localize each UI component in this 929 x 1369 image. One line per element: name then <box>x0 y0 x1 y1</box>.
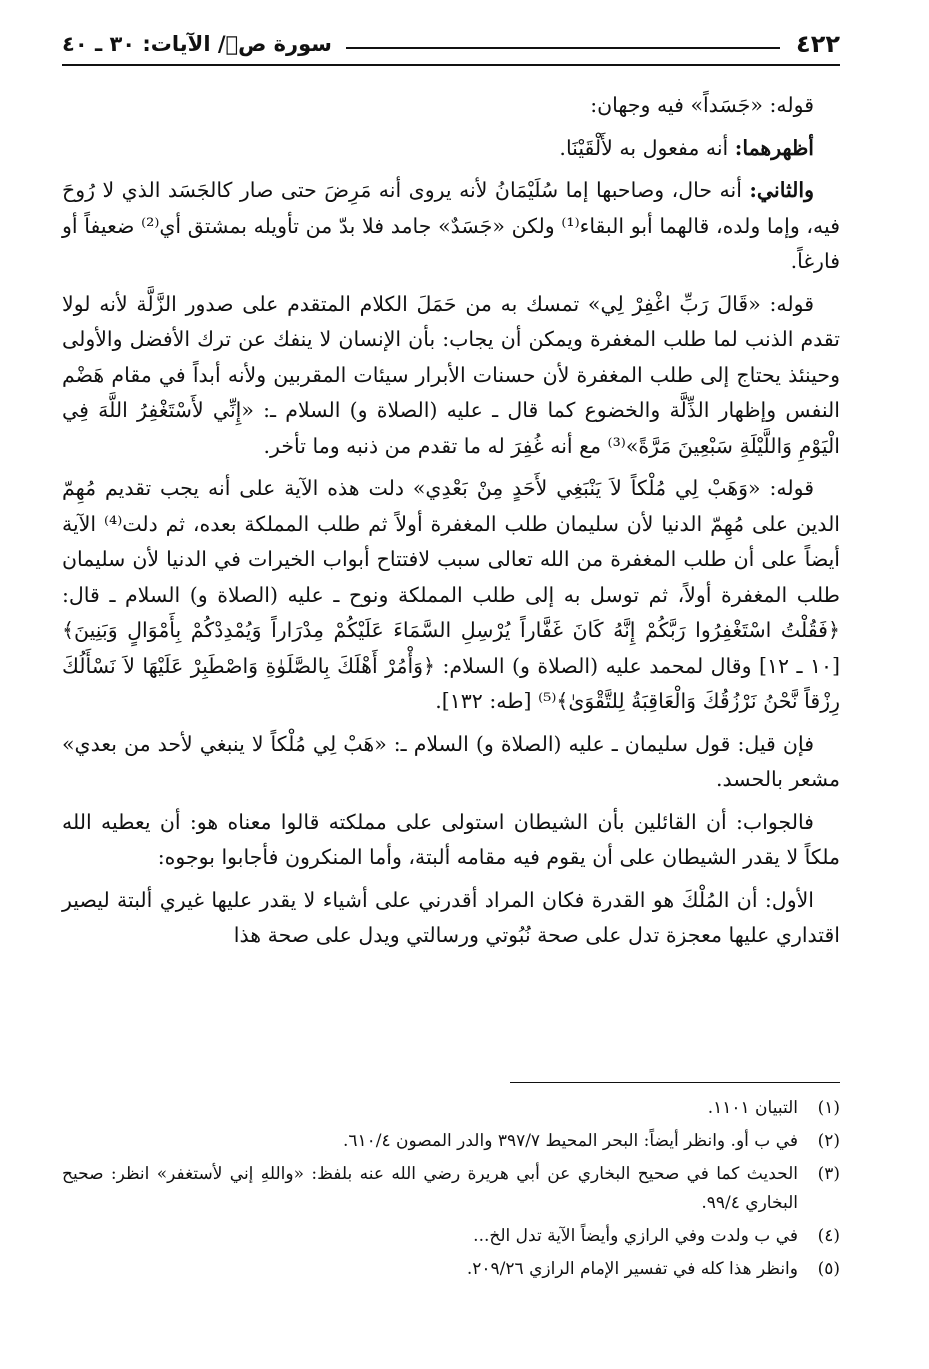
footnote-3 <box>62 1160 840 1218</box>
book-page <box>62 0 840 1369</box>
paragraph-6: فإن قيل: قول سليمان ـ عليه (الصلاة و) السلام ـ: «هَبْ لِي مُلْكاً لا ينبغي لأحد من بعدي» مشعر بالحسد. <box>62 731 840 791</box>
paragraph-3-text: أنه حال، وصاحبها إما سُلَيْمَانُ لأنه يروى أنه مَرِضَ حتى صار كالجَسَد الذي لا رُوحَ فيه، وإما ولده، قالهما أبو البقاء⁽¹⁾ ولكن «جَسَدٌ» جامد فلا بدّ من تأويله بمشتق أي⁽²⁾ ضعيفاً أو فارغاً. <box>62 178 841 273</box>
paragraph-2-text: أنه مفعول به لأَلْقَيْنَا. <box>559 135 735 160</box>
footnote-text: في ب أو. وانظر أيضاً: البحر المحيط ٣٩٧/٧ والدر المصون ٦١٠/٤. <box>342 1131 798 1151</box>
header-dash-line <box>346 47 780 49</box>
paragraph-1: قوله: «جَسَداً» فيه وجهان: <box>590 93 814 117</box>
footnote-text: التبيان ١١٠١. <box>707 1098 798 1118</box>
footnote-number: (٤) <box>817 1226 840 1246</box>
footnote-text: الحديث كما في صحيح البخاري عن أبي هريرة رضي الله عنه بلفظ: «واللهِ إني لأستغفر» انظر: صحيح البخاري ٩٩/٤. <box>62 1164 798 1213</box>
paragraph-2-lead: أظهرهما: <box>734 135 814 160</box>
footnote-text: وانظر هذا كله في تفسير الإمام الرازي ٢٠٩/٢٦. <box>466 1259 798 1279</box>
footnote-2 <box>62 1127 840 1156</box>
footnotes <box>62 1094 840 1288</box>
paragraph-2 <box>62 131 840 167</box>
running-title: سورة صۤ/ الآيات: ٣٠ ـ ٤٠ <box>62 32 332 56</box>
header-rule <box>62 64 840 66</box>
footnote-5 <box>62 1255 840 1284</box>
footnote-4 <box>62 1222 840 1251</box>
footnote-text: في ب ولدت وفي الرازي وأيضاً الآية تدل الخ... <box>473 1226 798 1246</box>
main-text <box>62 88 840 961</box>
page-header <box>62 26 840 62</box>
paragraph-5: قوله: «وَهَبْ لِي مُلْكاً لاَ يَنْبَغِي لأَحَدٍ مِنْ بَعْدِي» دلت هذه الآية على أنه يجب تقديم مُهِمّ الدين على مُهِمّ الدنيا لأن سليمان طلب المغفرة أولاً ثم طلب المملكة بعده، ثم دلت⁽⁴⁾ الآية أيضاً على أن طلب المغفرة من الله تعالى سبب لافتتاح أبواب الخيرات في الدنيا لأن سليمان طلب المغفرة أولاً، ثم توسل به إلى طلب المملكة ونوح ـ عليه (الصلاة و) السلام ـ قال: ﴿فَقُلْتُ اسْتَغْفِرُوا رَبَّكُمْ إِنَّهُ كَانَ غَفَّاراً يُرْسِلِ السَّمَاءَ عَلَيْكُمْ مِدْرَاراً وَيُمْدِدْكُمْ بِأَمْوَالٍ وَبَنِينَ﴾ [١٠ ـ ١٢] وقال لمحمد عليه (الصلاة و) السلام: ﴿وَأْمُرْ أَهْلَكَ بِالصَّلَوٰةِ وَاصْطَبِرْ عَلَيْهَا لاَ نَسْأَلُكَ رِزْقاً نَّحْنُ نَرْزُقُكَ وَالْعَاقِبَةُ لِلتَّقْوَىٰ﴾⁽⁵⁾ [طه: ١٣٢]. <box>62 476 841 713</box>
footnote-separator <box>510 1082 840 1083</box>
paragraph-3-lead: والثاني: <box>749 178 814 202</box>
paragraph-7: فالجواب: أن القائلين بأن الشيطان استولى على مملكته قالوا معناه هو: أن يعطيه الله ملكاً لا يقدر الشيطان على أن يقوم فيه مقامه ألبتة، وأما المنكرون فأجابوا بوجوه: <box>62 809 840 869</box>
footnote-number: (٣) <box>817 1164 840 1184</box>
paragraph-8: الأول: أن المُلْكَ هو القدرة فكان المراد أقدرني على أشياء لا يقدر عليها غيري ألبتة ليصير اقتداري عليها معجزة تدل على صحة نُبُوتي ورسالتي ويدل على صحة هذا <box>62 887 840 947</box>
footnote-1 <box>62 1094 840 1123</box>
paragraph-3 <box>62 173 840 280</box>
page-number: ٤٢٢ <box>796 30 840 58</box>
footnote-number: (١) <box>817 1098 840 1118</box>
paragraph-4: قوله: «قَالَ رَبِّ اغْفِرْ لِي» تمسك به من حَمَلَ الكلام المتقدم على صدور الزَّلَّة لأنه لولا تقدم الذنب لما طلب المغفرة ويمكن أن يجاب: بأن الإنسان لا ينفك عن ترك الأفضل والأولى وحينئذ يحتاج إلى طلب المغفرة لأن حسنات الأبرار سيئات المقربين ولأنه أبداً في مقام هَضْم النفس وإظهار الذِّلَّة والخضوع كما قال ـ عليه (الصلاة و) السلام ـ: «إِنِّي لأَسْتَغْفِرُ اللَّهَ فِي الْيَوْمِ وَاللَّيْلَةِ سَبْعِينَ مَرَّةً»⁽³⁾ مع أنه غُفِرَ له ما تقدم من ذنبه وما تأخر. <box>62 291 840 458</box>
footnote-number: (٥) <box>817 1259 840 1279</box>
footnote-number: (٢) <box>817 1131 840 1151</box>
